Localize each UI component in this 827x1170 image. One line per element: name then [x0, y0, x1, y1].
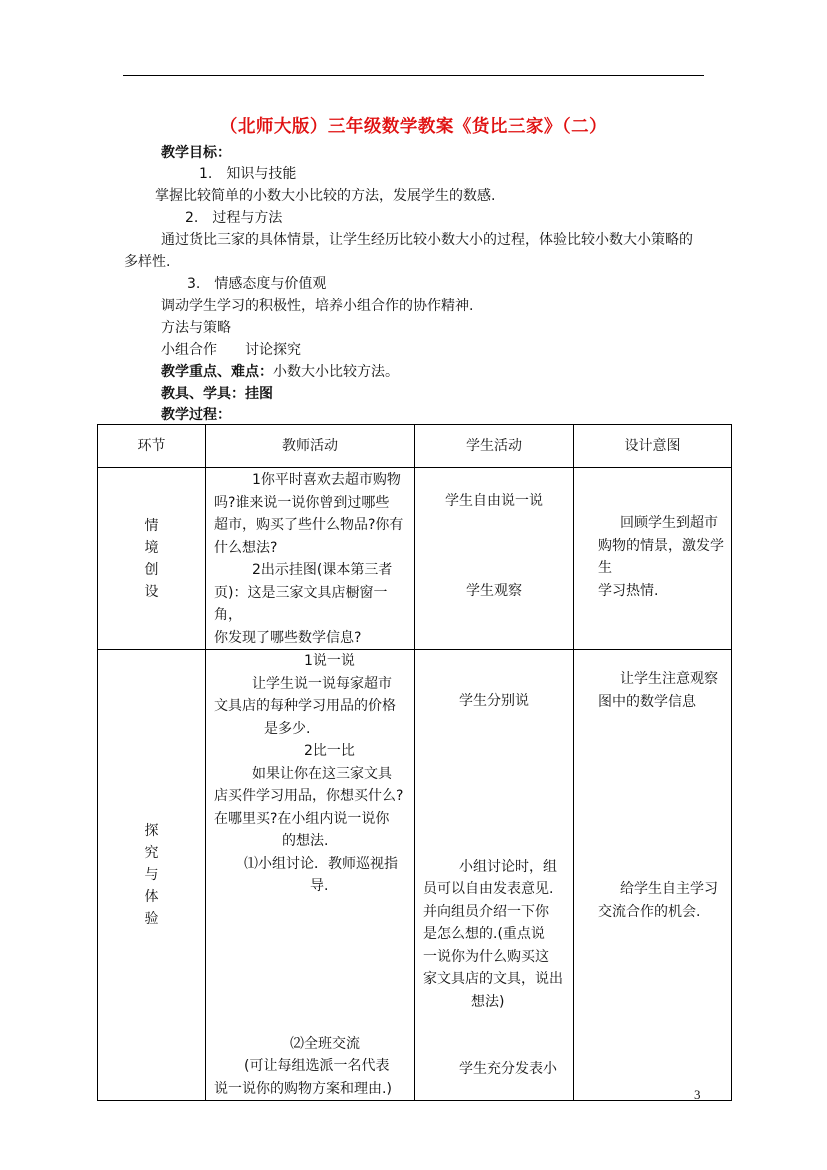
student-activity-each-say: 学生分别说: [459, 693, 529, 709]
header-stage: 环节: [98, 425, 206, 468]
student-activity-free-talk: 学生自由说一说: [445, 493, 543, 509]
student-cell-2: [415, 650, 574, 1101]
lesson-plan-table: [97, 424, 732, 1101]
objective-2-text-line2: 多样性.: [124, 254, 171, 270]
page-number: 3: [694, 1087, 701, 1102]
objectives-heading: 教学目标：: [161, 145, 231, 161]
table-row: [98, 468, 732, 650]
keypoint-text: 小数大小比较方法。: [273, 364, 399, 380]
objective-3-text: 调动学生学习的积极性，培养小组合作的协作精神.: [161, 298, 474, 314]
objective-3-title: 3. 情感态度与价值观: [187, 276, 327, 292]
intent-cell-1: 回顾学生到超市 购物的情景，激发学生 学习热情.: [574, 468, 732, 650]
header-teacher: 教师活动: [206, 425, 415, 468]
method-text: 小组合作 讨论探究: [161, 342, 301, 358]
keypoint-line: [161, 362, 399, 382]
tools-line: 教具、学具：挂图: [161, 386, 273, 402]
header-intent: 设计意图: [574, 425, 732, 468]
objective-1-text: 掌握比较简单的小数大小比较的方法，发展学生的数感.: [155, 188, 496, 204]
keypoint-label: 教学重点、难点：: [161, 364, 273, 380]
method-title: 方法与策略: [161, 320, 231, 336]
teacher-cell-1: 1你平时喜欢去超市购物 吗?谁来说一说你曾到过哪些 超市，购买了些什么物品?你有 什么想法? 2出示挂图(课本第三者 页)：这是三家文具店橱窗一角， 你发现了哪些数学信息?: [206, 468, 415, 650]
student-cell-1: [415, 468, 574, 650]
objective-2-text-line1: 通过货比三家的具体情景，让学生经历比较小数大小的过程，体验比较小数大小策略的: [161, 232, 693, 248]
stage-label-explore: 探 究 与 体 验: [144, 823, 159, 927]
header-student: 学生活动: [415, 425, 574, 468]
document-title: （北师大版）三年级数学教案《货比三家》（二）: [219, 117, 608, 137]
stage-cell-1: [98, 468, 206, 650]
table-row: [98, 650, 732, 1101]
intent-cell-2: 让学生注意观察 图中的数学信息 给学生自主学习 交流合作的机会.: [574, 650, 732, 1101]
student-activity-observe: 学生观察: [466, 582, 522, 599]
objective-1-title: 1. 知识与技能: [199, 166, 297, 182]
student-activity-present: 学生充分发表小: [459, 1061, 557, 1077]
teacher-cell-2: 1说一说 让学生说一说每家超市 文具店的每种学习用品的价格 是多少. 2比一比 如果让你在这三家文具 店买件学习用品，你想买什么? 在哪里买?在小组内说一说你 的想法. ⑴小组讨论．教师巡视指 导. ⑵全班交流 (可让每组选派一名代表 说一说你的购物方案和理由.): [206, 650, 415, 1101]
student-activity-group-discuss: 小组讨论时，组 员可以自由发表意见. 并向组员介绍一下你 是怎么想的.(重点说 一说你为什么购买这 家文具店的文具，说出 想法): [423, 858, 563, 1010]
stage-label-situation: 情 境 创 设: [144, 517, 159, 600]
objective-2-title: 2. 过程与方法: [185, 210, 283, 226]
stage-cell-2: [98, 650, 206, 1101]
process-heading: 教学过程：: [161, 407, 231, 423]
header-rule: [123, 75, 704, 76]
table-header-row: [98, 425, 732, 468]
